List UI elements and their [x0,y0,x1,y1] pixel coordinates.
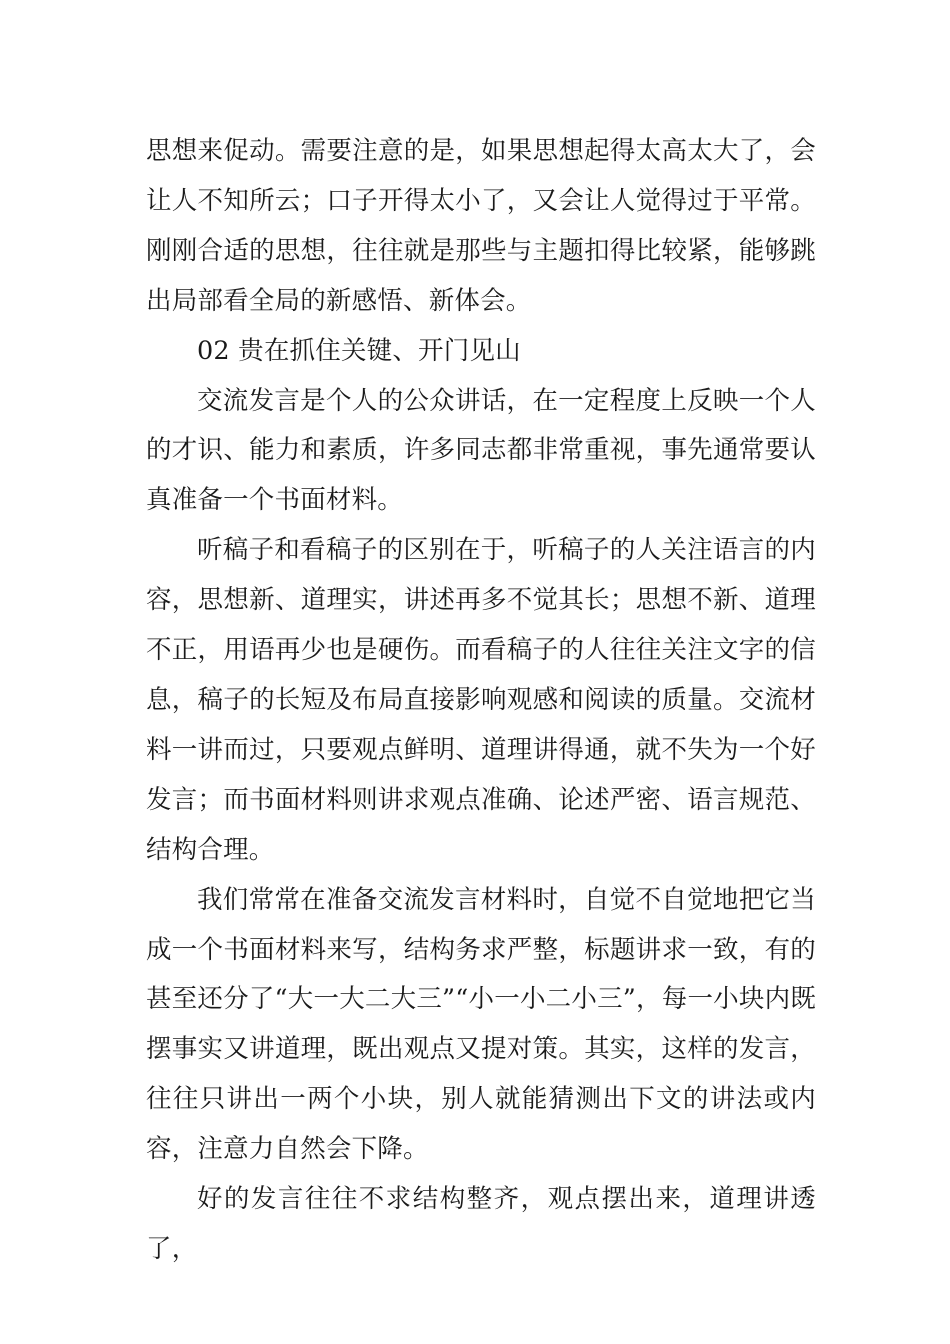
section-heading: 02 贵在抓住关键、开门见山 [197,335,521,366]
paragraph: 交流发言是个人的公众讲话，在一定程度上反映一个人的才识、能力和素质，许多同志都非常重视，事先通常要认真准备一个书面材料。 [146,385,816,516]
document-body [146,127,816,1275]
paragraph: 听稿子和看稿子的区别在于，听稿子的人关注语言的内容，思想新、道理实，讲述再多不觉其长；思想不新、道理不正，用语再少也是硬伤。而看稿子的人往往关注文字的信息，稿子的长短及布局直接影响观感和阅读的质量。交流材料一讲而过，只要观点鲜明、道理讲得通，就不失为一个好发言；而书面材料则讲求观点准确、论述严密、语言规范、结构合理。 [146,535,816,865]
paragraph: 我们常常在准备交流发言材料时，自觉不自觉地把它当成一个书面材料来写，结构务求严整，标题讲求一致，有的甚至还分了“大一大二大三”“小一小二小三”，每一小块内既摆事实又讲道理，既出观点又提对策。其实，这样的发言，往往只讲出一两个小块，别人就能猜测出下文的讲法或内容，注意力自然会下降。 [146,884,816,1165]
paragraph: 好的发言往往不求结构整齐，观点摆出来，道理讲透了， [146,1184,816,1264]
paragraph-continued: 思想来促动。需要注意的是，如果思想起得太高太大了，会让人不知所云；口子开得太小了，又会让人觉得过于平常。刚刚合适的思想，往往就是那些与主题扣得比较紧，能够跳出局部看全局的新感悟、新体会。 [146,136,816,316]
